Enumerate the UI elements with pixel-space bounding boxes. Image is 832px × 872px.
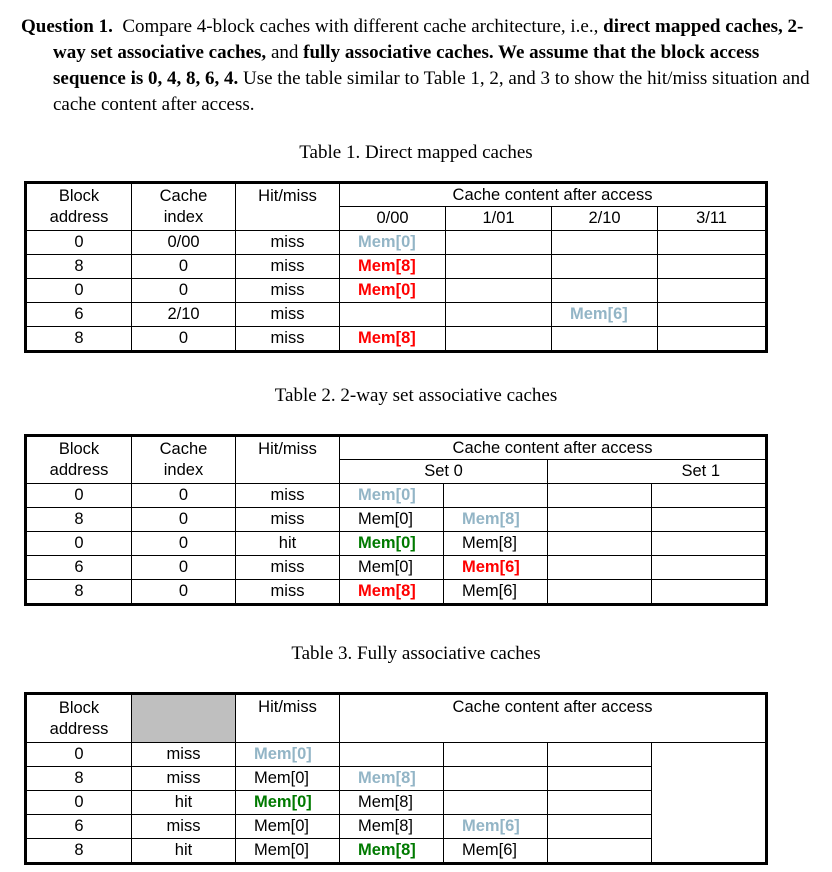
hit-miss-cell: hit [132, 791, 236, 815]
cache-content-cell [548, 839, 652, 864]
cache-content-cell [658, 327, 767, 352]
header-hit-miss: Hit/miss [236, 436, 340, 484]
cache-content-cell: Mem[0] [236, 743, 340, 767]
table2-2way-set-associative [24, 434, 768, 606]
hit-miss-cell: hit [236, 532, 340, 556]
block-address-cell: 8 [26, 580, 132, 605]
header-block-address: Block address [26, 183, 132, 231]
cache-index-cell: 0 [132, 532, 236, 556]
hit-miss-cell: miss [236, 231, 340, 255]
cache-index-cell: 0 [132, 556, 236, 580]
cache-index-cell: 0 [132, 327, 236, 352]
cache-content-cell: Mem[0] [340, 279, 446, 303]
cache-content-cell [446, 255, 552, 279]
cache-content-cell [444, 484, 548, 508]
table-row [26, 231, 767, 255]
hit-miss-cell: miss [236, 508, 340, 532]
cache-content-cell [548, 815, 652, 839]
block-address-cell: 6 [26, 815, 132, 839]
block-address-cell: 0 [26, 743, 132, 767]
header-cache-index: Cache index [132, 436, 236, 484]
hit-miss-cell: miss [132, 743, 236, 767]
block-address-cell: 6 [26, 303, 132, 327]
cache-content-cell: Mem[8] [444, 508, 548, 532]
cache-content-cell [658, 279, 767, 303]
cache-content-cell [658, 255, 767, 279]
table-row [26, 303, 767, 327]
cache-content-cell: Mem[0] [236, 791, 340, 815]
cache-index-cell: 0 [132, 255, 236, 279]
cache-content-cell: Mem[0] [340, 484, 444, 508]
set-header-3: 3/11 [658, 207, 767, 231]
set-header-1: 1/01 [446, 207, 552, 231]
cache-content-cell [340, 743, 444, 767]
table-row [26, 279, 767, 303]
question-assumption: . We assume that the block access sequence is 0, 4, 8, 6, 4. [53, 42, 760, 89]
cache-content-cell [444, 743, 548, 767]
block-address-cell: 8 [26, 327, 132, 352]
cache-index-cell: 0 [132, 279, 236, 303]
cache-content-cell: Mem[8] [340, 791, 444, 815]
cache-content-cell: Mem[0] [236, 767, 340, 791]
cache-content-cell [548, 767, 652, 791]
table3-caption: Table 3. Fully associative caches [291, 643, 541, 664]
table3-fully-associative [24, 692, 768, 865]
cache-content-cell [658, 231, 767, 255]
cache-content-cell: Mem[8] [444, 532, 548, 556]
cache-content-cell: Mem[6] [552, 303, 658, 327]
cache-content-cell [552, 279, 658, 303]
header-cache-content: Cache content after access [340, 436, 767, 460]
arch-direct-mapped: direct mapped caches, [603, 16, 783, 37]
cache-content-cell: Mem[8] [340, 815, 444, 839]
header-cache-content: Cache content after access [340, 694, 767, 743]
cache-content-cell [446, 327, 552, 352]
table-row [26, 580, 767, 605]
table-row [26, 255, 767, 279]
hit-miss-cell: miss [236, 484, 340, 508]
table-row [26, 743, 767, 767]
table-row [26, 532, 767, 556]
header-hit-miss: Hit/miss [236, 694, 340, 743]
cache-content-cell: Mem[0] [340, 532, 444, 556]
cache-content-cell [548, 532, 652, 556]
hit-miss-cell: miss [236, 255, 340, 279]
cache-content-cell: Mem[6] [444, 815, 548, 839]
hit-miss-cell: miss [236, 327, 340, 352]
question-and: and [270, 42, 299, 63]
cache-content-cell [444, 791, 548, 815]
header-cache-index: Cache index [132, 183, 236, 231]
cache-content-cell: Mem[0] [236, 839, 340, 864]
hit-miss-cell: miss [132, 767, 236, 791]
question-text [21, 14, 811, 118]
cache-content-cell: Mem[0] [340, 231, 446, 255]
block-address-cell: 8 [26, 839, 132, 864]
block-address-cell: 0 [26, 279, 132, 303]
cache-index-cell: 0/00 [132, 231, 236, 255]
table-row [26, 815, 767, 839]
cache-content-cell [658, 303, 767, 327]
cache-content-cell [444, 767, 548, 791]
block-address-cell: 8 [26, 255, 132, 279]
gray-placeholder-column [132, 694, 236, 743]
block-address-cell: 0 [26, 231, 132, 255]
cache-index-cell: 0 [132, 484, 236, 508]
question-label: Question 1. [21, 16, 113, 37]
cache-content-cell [552, 231, 658, 255]
cache-index-cell: 0 [132, 508, 236, 532]
table-row [26, 556, 767, 580]
set-header-0: 0/00 [340, 207, 446, 231]
cache-content-cell: Mem[6] [444, 580, 548, 605]
table-row [26, 839, 767, 864]
cache-content-cell [548, 743, 652, 767]
cache-content-cell [652, 556, 767, 580]
cache-content-cell [552, 255, 658, 279]
table1-direct-mapped [24, 181, 768, 353]
cache-content-cell: Mem[8] [340, 767, 444, 791]
cache-content-cell: Mem[8] [340, 255, 446, 279]
header-cache-content: Cache content after access [340, 183, 767, 207]
cache-content-cell: Mem[6] [444, 839, 548, 864]
cache-index-cell: 0 [132, 580, 236, 605]
header-block-address: Block address [26, 436, 132, 484]
block-address-cell: 8 [26, 767, 132, 791]
cache-content-cell [446, 279, 552, 303]
hit-miss-cell: miss [236, 580, 340, 605]
cache-content-cell [548, 484, 652, 508]
hit-miss-cell: miss [236, 303, 340, 327]
cache-content-cell: Mem[0] [340, 556, 444, 580]
table-row [26, 484, 767, 508]
block-address-cell: 0 [26, 791, 132, 815]
set0-header: Set 0 [340, 460, 548, 484]
cache-content-cell: Mem[6] [444, 556, 548, 580]
cache-content-cell [552, 327, 658, 352]
cache-content-cell [548, 791, 652, 815]
table-row [26, 327, 767, 352]
cache-content-cell: Mem[8] [340, 580, 444, 605]
block-address-cell: 8 [26, 508, 132, 532]
table-row [26, 791, 767, 815]
cache-content-cell: Mem[8] [340, 839, 444, 864]
header-block-address: Block address [26, 694, 132, 743]
table-row [26, 767, 767, 791]
cache-content-cell: Mem[0] [236, 815, 340, 839]
set1-header: Set 1 [548, 460, 767, 484]
cache-content-cell: Mem[0] [340, 508, 444, 532]
cache-content-cell [446, 231, 552, 255]
cache-index-cell: 2/10 [132, 303, 236, 327]
hit-miss-cell: miss [236, 279, 340, 303]
cache-content-cell: Mem[8] [340, 327, 446, 352]
table-row [26, 508, 767, 532]
block-address-cell: 6 [26, 556, 132, 580]
cache-content-cell [652, 580, 767, 605]
cache-content-cell [446, 303, 552, 327]
cache-content-cell [548, 508, 652, 532]
question-instruction: Use the table similar to Table 1, 2, and 3 to show the hit/miss situation and cache content after access. [53, 68, 810, 115]
cache-content-cell [652, 508, 767, 532]
block-address-cell: 0 [26, 484, 132, 508]
table1-caption: Table 1. Direct mapped caches [299, 142, 533, 163]
cache-content-cell [652, 484, 767, 508]
question-intro: Compare 4-block caches with different cache architecture, i.e., [122, 16, 599, 37]
hit-miss-cell: miss [132, 815, 236, 839]
set-header-2: 2/10 [552, 207, 658, 231]
arch-2way: 2-way set associative caches, [53, 16, 804, 63]
cache-content-cell [548, 580, 652, 605]
header-hit-miss: Hit/miss [236, 183, 340, 231]
hit-miss-cell: miss [236, 556, 340, 580]
table2-caption: Table 2. 2-way set associative caches [274, 385, 558, 406]
arch-fully-assoc: fully associative caches [303, 42, 489, 63]
cache-content-cell [340, 303, 446, 327]
cache-content-cell [652, 532, 767, 556]
hit-miss-cell: hit [132, 839, 236, 864]
cache-content-cell [548, 556, 652, 580]
block-address-cell: 0 [26, 532, 132, 556]
